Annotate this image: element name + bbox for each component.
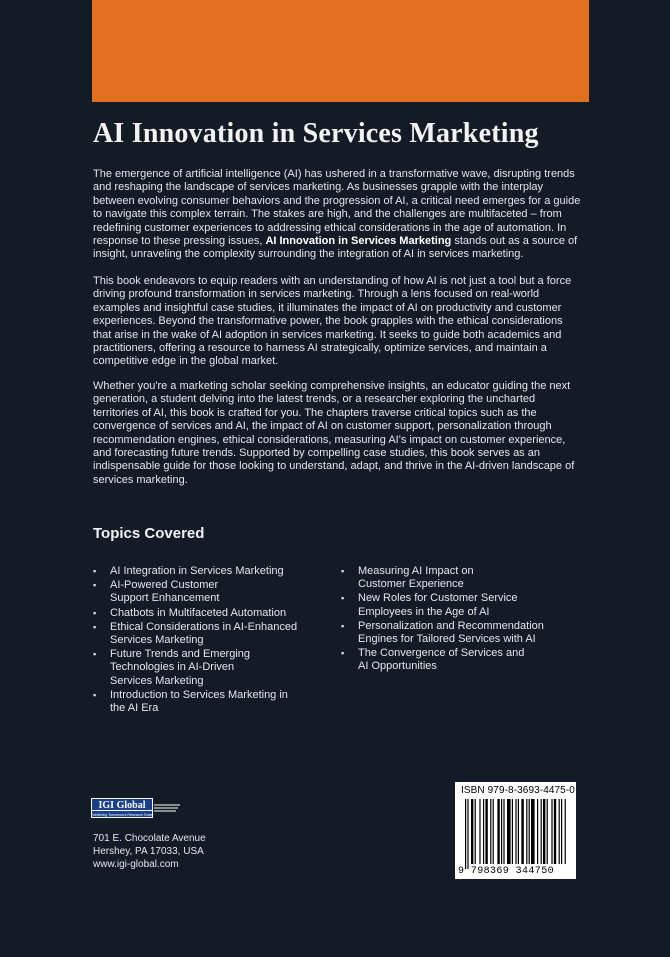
- barcode-bar: [554, 799, 556, 864]
- topic-item: ▪ Chatbots in Multifaceted Automation: [93, 607, 303, 620]
- barcode-bar: [471, 799, 473, 864]
- address-city: Hershey, PA 17033, USA: [93, 846, 204, 857]
- topic-item: ▪ AI Integration in Services Marketing: [93, 565, 303, 578]
- barcode-bar: [465, 799, 466, 869]
- description-paragraph-1: [93, 168, 583, 262]
- topic-item: ▪ Ethical Considerations in AI-Enhanced Services Marketing: [93, 621, 303, 647]
- description-paragraph-2: This book endeavors to equip readers with an understanding of how AI is not just a tool but a force driving profound transformation in services marketing. Through a lens focused on real-world examples and insightful case studies, it illuminates the impact of AI on productivity and customer experiences. Beyond the transformative power, the book grapples with the ethical considerations that arise in the wake of AI adoption in services marketing. It seeks to guide both academics and practitioners, offering a resource to harness AI strategically, optimize services, and maintain a competitive edge in the global market.: [93, 275, 572, 368]
- isbn-barcode: [455, 782, 576, 879]
- barcode-bar: [503, 799, 504, 864]
- barcode-bar: [537, 799, 538, 864]
- barcode-bar: [467, 799, 468, 869]
- logo-text: IGI Global: [98, 800, 146, 811]
- topic-item: ▪ Measuring AI Impact on Customer Experience: [341, 565, 561, 591]
- barcode-bars: [455, 782, 576, 879]
- barcode-bar: [561, 799, 562, 864]
- topic-item: ▪ The Convergence of Services and AI Opportunities: [341, 647, 561, 673]
- barcode-bar: [485, 799, 487, 864]
- description-paragraph-3: Whether you're a marketing scholar seeking comprehensive insights, an educator guiding the next generation, a student delving into the latest trends, or a researcher exploring the uncharted territories of AI, this book is crafted for you. The chapters traverse critical topics such as the convergence of services and AI, the impact of AI on customer support, personalization through recommendation engines, ethical considerations, measuring AI's impact on customer experience, and forecasting future trends. Supported by compelling case studies, this book serves as an indispensable guide for those looking to understand, adapt, and thrive in the AI-driven landscape of services marketing.: [93, 380, 575, 486]
- paragraph-1-text-start: The emergence of artificial intelligence (AI) has ushered in a transformative wave, disrupting trends and reshaping the landscape of services marketing. As businesses grapple with the interplay between evolving consumer behaviors and the progression of AI, a critical need emerges for a guide to navigate this complex terrain. The stakes are high, and the challenges are multifaceted – from redefining customer experiences to addressing ethical considerations in the age of automation. In response to these pressing issues,: [93, 168, 581, 248]
- barcode-bar: [529, 799, 530, 864]
- barcode-bar: [559, 799, 560, 864]
- barcode-bar: [541, 799, 542, 864]
- barcode-bar: [526, 799, 527, 864]
- barcode-bar: [565, 799, 566, 864]
- publisher-logo: [91, 798, 181, 818]
- publisher-website: www.igi-global.com: [93, 859, 179, 870]
- barcode-bar: [521, 799, 523, 864]
- barcode-bar: [475, 799, 476, 864]
- barcode-bar: [551, 799, 552, 864]
- address-street: 701 E. Chocolate Avenue: [93, 833, 206, 844]
- barcode-bar: [501, 799, 502, 864]
- isbn-number: 9 798369 344750: [458, 866, 555, 877]
- topics-list-left: [93, 565, 303, 716]
- barcode-bar: [515, 799, 516, 864]
- topics-heading: Topics Covered: [93, 525, 205, 542]
- topic-item: ▪ Personalization and Recommendation Engines for Tailored Services with AI: [341, 620, 561, 646]
- book-title: AI Innovation in Services Marketing: [93, 118, 539, 149]
- paragraph-1-text-end: stands out as a source of insight, unraveling the complexity surrounding the integration of AI in services marketing.: [93, 235, 578, 261]
- logo-tagline: Publishing Tomorrow's Research Today: [91, 813, 154, 817]
- paragraph-1-bold-title: AI Innovation in Services Marketing: [265, 235, 452, 248]
- barcode-bar: [512, 799, 513, 864]
- publisher-address: [93, 832, 206, 871]
- barcode-bar: [483, 799, 484, 864]
- accent-band: [92, 0, 589, 102]
- topic-item: ▪ Future Trends and Emerging Technologies in AI-Driven Services Marketing: [93, 648, 303, 688]
- topics-list-right: [341, 565, 561, 675]
- barcode-bar: [531, 799, 535, 864]
- barcode-bar: [479, 799, 480, 864]
- barcode-bar: [490, 799, 491, 864]
- barcode-bar: [547, 799, 548, 864]
- barcode-bar: [497, 799, 499, 864]
- barcode-bar: [543, 799, 545, 864]
- topic-item: ▪ Introduction to Services Marketing in the AI Era: [93, 689, 303, 715]
- barcode-bar: [518, 799, 519, 864]
- isbn-label: ISBN 979-8-3693-4475-0: [461, 785, 575, 796]
- topic-item: ▪ New Roles for Customer Service Employees in the Age of AI: [341, 592, 561, 618]
- topic-item: ▪ AI-Powered Customer Support Enhancement: [93, 579, 303, 605]
- barcode-bar: [507, 799, 511, 864]
- barcode-bar: [493, 799, 494, 864]
